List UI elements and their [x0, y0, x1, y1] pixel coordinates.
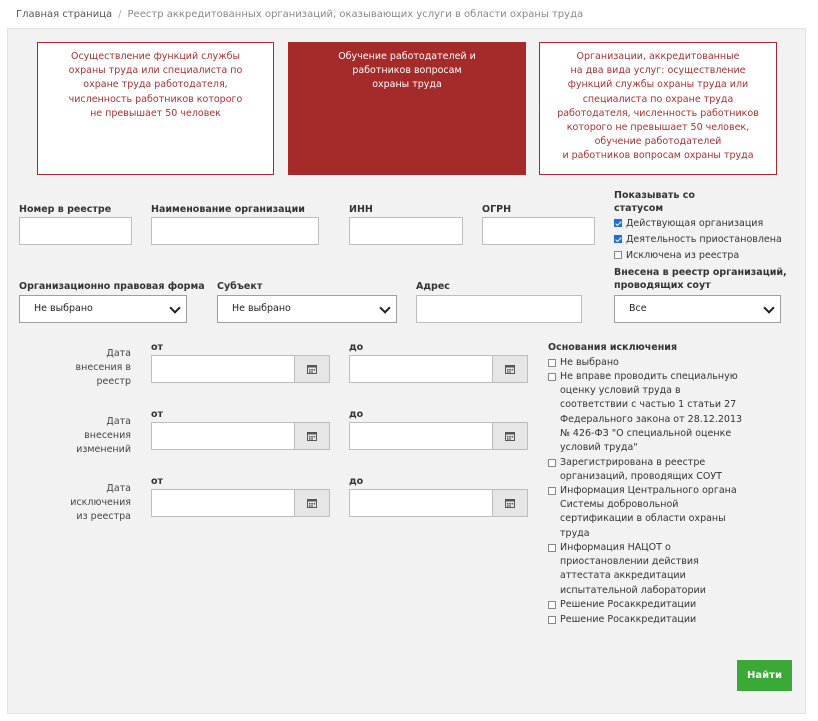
calendar-icon — [505, 364, 515, 374]
checkbox-icon[interactable] — [548, 601, 556, 609]
calendar-icon — [307, 364, 317, 374]
date-excluded-label — [11, 482, 131, 525]
date-label-line: реестр — [96, 376, 131, 388]
checkbox-icon[interactable] — [548, 616, 556, 624]
status-label — [614, 189, 695, 215]
exclusion-option-text: Информация Центрального органа — [560, 485, 737, 496]
subject-label: Субъект — [217, 281, 263, 292]
exclusion-option-text: Системы добровольной — [560, 499, 679, 511]
tile-text-line: которого не превышает 50 человек, — [566, 122, 750, 134]
exclusion-option-text: Решение Росаккредитации — [560, 614, 697, 625]
tile-text-line: Осуществление функций службы — [70, 51, 240, 62]
date-changed-to-input[interactable] — [349, 422, 528, 450]
date-to-label: до — [349, 409, 364, 420]
date-to-label: до — [349, 476, 364, 487]
calendar-icon — [307, 498, 317, 508]
checkbox-icon[interactable] — [548, 544, 556, 552]
tile-text-line: численность работников которого — [68, 93, 243, 105]
exclusion-option[interactable] — [548, 370, 748, 455]
address-input[interactable] — [416, 295, 582, 323]
tile-occupational-safety-service[interactable] — [37, 42, 274, 175]
date-changed-label — [11, 415, 131, 458]
exclusion-option-text: Зарегистрирована в реестре — [560, 457, 706, 468]
checkbox-label: Исключена из реестра — [626, 250, 740, 261]
exclusion-option-text: сертификации в области охраны — [560, 513, 726, 525]
tile-text-line: обучение работодателей — [594, 136, 722, 148]
exclusion-option-text: соответствии с частью 1 статьи 27 — [560, 399, 737, 411]
date-from-label: от — [151, 409, 164, 420]
calendar-button[interactable] — [492, 423, 527, 449]
date-label-line: из реестра — [76, 511, 131, 523]
date-added-label — [11, 347, 131, 390]
filter-panel — [7, 28, 806, 714]
sout-label — [614, 266, 787, 292]
tile-text-line: Организации, аккредитованные — [576, 51, 740, 62]
tile-text-line: на два вида услуг: осуществление — [570, 65, 746, 77]
tile-text-line: охране труда работодателя, — [83, 79, 228, 91]
checkbox-checked-icon[interactable] — [614, 219, 622, 227]
tile-text-line: работодателя, численность работников — [557, 107, 759, 119]
date-label-line: исключения — [70, 497, 131, 509]
breadcrumb-current: Реестр аккредитованных организаций, оказывающих услуги в области охраны труда — [127, 9, 584, 20]
date-added-from-input[interactable] — [151, 355, 330, 383]
breadcrumb-separator: / — [118, 9, 122, 20]
select-value: Не выбрано — [232, 303, 291, 314]
date-to-label: до — [349, 342, 364, 353]
checkbox-icon[interactable] — [548, 459, 556, 467]
checkbox-checked-icon[interactable] — [614, 235, 622, 243]
exclusion-option[interactable] — [548, 598, 748, 612]
search-button[interactable]: Найти — [737, 660, 792, 691]
exclusion-option-text: оценку условий труда в — [560, 385, 681, 397]
calendar-button[interactable] — [492, 490, 527, 516]
tile-text-line: не превышает 50 человек — [90, 107, 221, 119]
tile-text-line: охраны труда — [372, 79, 442, 91]
tile-text-line: охраны труда или специалиста по — [68, 65, 243, 77]
chevron-down-icon — [379, 302, 390, 313]
date-label-line: изменений — [76, 444, 131, 456]
calendar-icon — [505, 431, 515, 441]
exclusion-option-text: Не вправе проводить специальную — [560, 371, 738, 382]
status-label-line: Показывать со — [614, 190, 695, 201]
exclusion-reasons-title: Основания исключения — [548, 342, 678, 353]
exclusion-option[interactable] — [548, 484, 748, 541]
status-label-line: статусом — [614, 203, 664, 214]
status-active-checkbox[interactable] — [614, 217, 763, 231]
checkbox-icon[interactable] — [548, 487, 556, 495]
sout-label-line: проводящих соут — [614, 280, 711, 291]
status-suspended-checkbox[interactable] — [614, 233, 782, 247]
tile-training-employers[interactable] — [288, 42, 526, 175]
checkbox-icon[interactable] — [548, 373, 556, 381]
checkbox-icon[interactable] — [614, 251, 622, 259]
org-name-label: Наименование организации — [151, 204, 305, 215]
date-changed-from-input[interactable] — [151, 422, 330, 450]
checkbox-label: Действующая организация — [626, 218, 764, 229]
tile-two-service-types[interactable] — [539, 42, 777, 175]
breadcrumb-home-link[interactable]: Главная страница — [16, 9, 113, 20]
exclusion-option[interactable] — [548, 613, 748, 627]
status-excluded-checkbox[interactable] — [614, 249, 739, 263]
exclusion-option-text: Решение Росаккредитации — [560, 599, 697, 610]
ogrn-label: ОГРН — [482, 204, 512, 215]
sout-select[interactable] — [614, 295, 781, 323]
calendar-button[interactable] — [492, 356, 527, 382]
legal-form-label: Организационно правовая форма — [19, 281, 205, 292]
chevron-down-icon — [169, 302, 180, 313]
exclusion-option[interactable] — [548, 456, 748, 484]
exclusion-option[interactable] — [548, 356, 748, 370]
subject-select[interactable] — [217, 295, 397, 323]
date-label-line: внесения — [84, 430, 131, 442]
date-label-line: Дата — [106, 483, 131, 494]
exclusion-option[interactable] — [548, 541, 748, 598]
calendar-button[interactable] — [294, 490, 329, 516]
exclusion-option-text: Федерального закона от 28.12.2013 — [560, 413, 743, 425]
sout-label-line: Внесена в реестр организаций, — [614, 267, 787, 278]
date-excluded-from-input[interactable] — [151, 489, 330, 517]
calendar-button[interactable] — [294, 356, 329, 382]
address-label: Адрес — [416, 281, 450, 292]
calendar-button[interactable] — [294, 423, 329, 449]
exclusion-option-text: труда — [560, 527, 590, 539]
date-label-line: Дата — [106, 416, 131, 427]
exclusion-option-text: Не выбрано — [560, 357, 619, 368]
tile-text-line: работников вопросам — [352, 65, 462, 77]
exclusion-option-text: № 426-ФЗ "О специальной оценке — [560, 427, 732, 439]
registry-number-input[interactable] — [19, 217, 132, 245]
checkbox-icon[interactable] — [548, 359, 556, 367]
registry-number-label: Номер в реестре — [19, 204, 112, 215]
calendar-icon — [307, 431, 317, 441]
ogrn-input[interactable] — [482, 217, 595, 245]
exclusion-option-text: организаций, проводящих СОУТ — [560, 471, 722, 483]
chevron-down-icon — [763, 302, 774, 313]
exclusion-option-text: условий труда" — [560, 442, 638, 454]
date-added-to-input[interactable] — [349, 355, 528, 383]
select-value: Все — [629, 303, 647, 314]
tile-text-line: Обучение работодателей и — [338, 51, 476, 62]
date-excluded-to-input[interactable] — [349, 489, 528, 517]
tile-text-line: функций службы охраны труда или — [567, 79, 749, 91]
inn-label: ИНН — [349, 204, 373, 215]
org-name-input[interactable] — [151, 217, 319, 245]
breadcrumb — [16, 9, 583, 20]
inn-input[interactable] — [349, 217, 463, 245]
tile-text-line: и работников вопросам охраны труда — [562, 150, 754, 162]
date-from-label: от — [151, 342, 164, 353]
calendar-icon — [505, 498, 515, 508]
date-label-line: внесения в — [75, 362, 131, 374]
exclusion-option-text: Информация НАЦОТ о — [560, 542, 671, 553]
checkbox-label: Деятельность приостановлена — [626, 234, 782, 245]
select-value: Не выбрано — [34, 303, 93, 314]
tile-text-line: специалиста по охране труда — [582, 93, 734, 105]
exclusion-option-text: приостановлении действия — [560, 556, 699, 568]
legal-form-select[interactable] — [19, 295, 187, 323]
date-from-label: от — [151, 476, 164, 487]
exclusion-option-text: испытательной лаборатории — [560, 584, 706, 596]
exclusion-option-text: аттестата аккредитации — [560, 570, 686, 582]
date-label-line: Дата — [106, 348, 131, 359]
